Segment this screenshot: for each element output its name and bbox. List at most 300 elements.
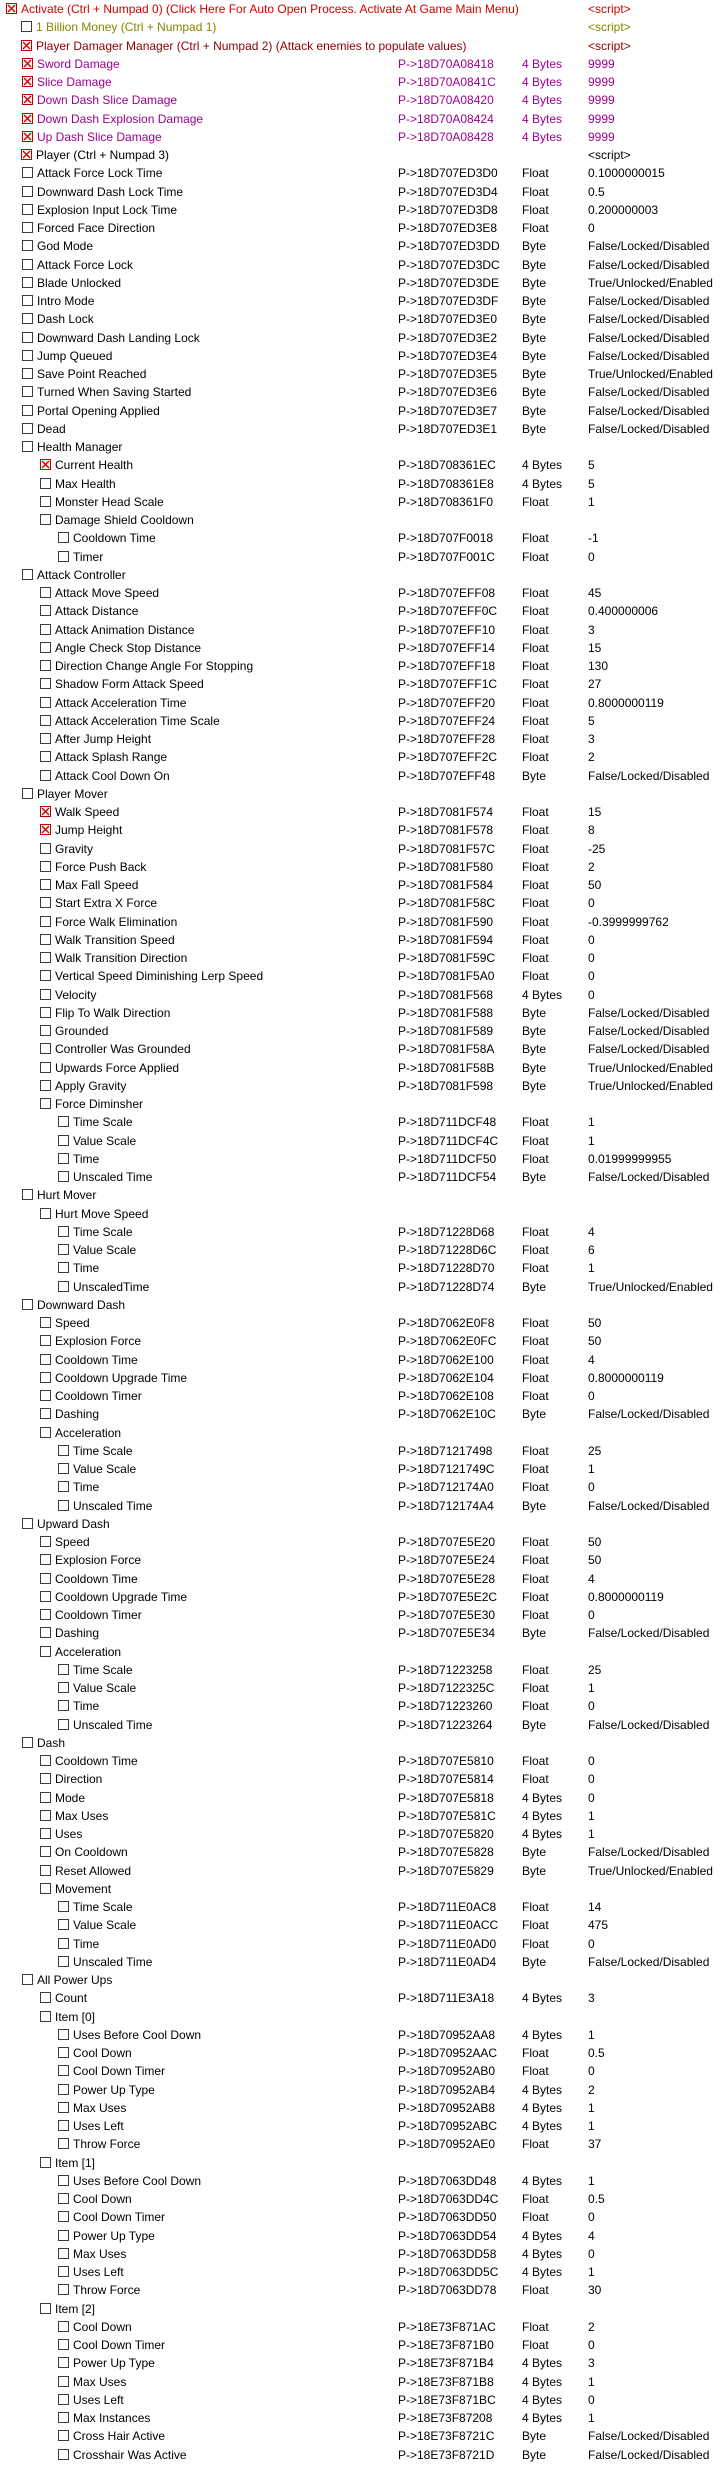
active-checkbox[interactable] bbox=[22, 295, 33, 306]
table-row[interactable] bbox=[0, 2427, 720, 2445]
entry-type[interactable]: 4 Bytes bbox=[522, 1991, 563, 2006]
entry-value[interactable]: 0 bbox=[588, 932, 595, 947]
table-row[interactable] bbox=[0, 1004, 720, 1022]
entry-value[interactable]: 2 bbox=[588, 2082, 595, 2097]
entry-address[interactable]: P->18D71228D70 bbox=[398, 1261, 495, 1276]
table-row[interactable] bbox=[0, 1095, 720, 1113]
entry-address[interactable]: P->18D7081F58A bbox=[398, 1042, 495, 1057]
entry-address[interactable]: P->18E73F87208 bbox=[398, 2411, 493, 2425]
active-checkbox[interactable] bbox=[58, 2175, 69, 2186]
active-checkbox[interactable] bbox=[22, 240, 33, 251]
table-row[interactable] bbox=[0, 2354, 720, 2372]
entry-address[interactable]: P->18D707ED3DD bbox=[398, 239, 500, 254]
active-checkbox[interactable] bbox=[40, 1098, 51, 1109]
active-checkbox[interactable] bbox=[40, 970, 51, 981]
table-row[interactable] bbox=[0, 821, 720, 839]
entry-type[interactable]: Float bbox=[522, 2064, 549, 2079]
entry-type[interactable]: Float bbox=[522, 1443, 549, 1458]
table-row[interactable] bbox=[0, 201, 720, 219]
entry-address[interactable]: P->18D7081F588 bbox=[398, 1005, 494, 1020]
active-checkbox[interactable] bbox=[58, 1445, 69, 1456]
table-row[interactable] bbox=[0, 2336, 720, 2354]
active-checkbox[interactable] bbox=[58, 2248, 69, 2259]
table-row[interactable] bbox=[0, 2409, 720, 2427]
entry-value[interactable]: False/Locked/Disabled bbox=[588, 1005, 710, 1020]
table-row[interactable] bbox=[0, 237, 720, 255]
active-checkbox[interactable] bbox=[40, 1810, 51, 1821]
active-checkbox[interactable] bbox=[58, 1719, 69, 1730]
entry-type[interactable]: Float bbox=[522, 914, 549, 929]
entry-value[interactable]: 1 bbox=[588, 2411, 595, 2425]
entry-description[interactable]: Cooldown Time bbox=[55, 1352, 138, 1367]
entry-value[interactable]: 130 bbox=[588, 659, 609, 673]
entry-value[interactable]: False/Locked/Disabled bbox=[588, 2429, 710, 2444]
table-row[interactable] bbox=[0, 274, 720, 292]
entry-description[interactable]: Uses Left bbox=[73, 2119, 124, 2133]
entry-description[interactable]: Upward Dash bbox=[37, 1516, 110, 1531]
active-checkbox[interactable] bbox=[40, 1208, 51, 1219]
entry-value[interactable]: 0 bbox=[588, 987, 595, 1002]
table-row[interactable] bbox=[0, 1807, 720, 1825]
entry-type[interactable]: Float bbox=[522, 549, 549, 564]
entry-type[interactable]: 4 Bytes bbox=[522, 129, 563, 144]
active-checkbox[interactable] bbox=[58, 532, 69, 543]
entry-description[interactable]: Explosion Force bbox=[55, 1553, 142, 1568]
entry-address[interactable]: P->18D7063DD50 bbox=[398, 2210, 497, 2225]
entry-address[interactable]: P->18D707EFF48 bbox=[398, 768, 496, 783]
table-row[interactable] bbox=[0, 2446, 720, 2464]
table-row[interactable] bbox=[0, 949, 720, 967]
entry-value[interactable]: 0 bbox=[588, 1389, 595, 1403]
entry-type[interactable]: Float bbox=[522, 1772, 549, 1787]
table-row[interactable] bbox=[0, 529, 720, 547]
entry-type[interactable]: Byte bbox=[522, 768, 547, 783]
table-row[interactable] bbox=[0, 511, 720, 529]
entry-address[interactable]: P->18D707E5E30 bbox=[398, 1608, 496, 1622]
entry-value[interactable]: <script> bbox=[588, 148, 631, 162]
table-row[interactable] bbox=[0, 1205, 720, 1223]
entry-type[interactable]: Float bbox=[522, 1462, 549, 1476]
active-checkbox[interactable] bbox=[58, 2193, 69, 2204]
entry-address[interactable]: P->18D711E3A18 bbox=[398, 1991, 495, 2006]
entry-address[interactable]: P->18D707ED3DC bbox=[398, 257, 500, 272]
active-checkbox[interactable] bbox=[40, 1390, 51, 1401]
entry-address[interactable]: P->18D7081F589 bbox=[398, 1024, 494, 1038]
entry-type[interactable]: Float bbox=[522, 713, 549, 728]
active-checkbox[interactable] bbox=[40, 715, 51, 726]
entry-address[interactable]: P->18D707E5829 bbox=[398, 1863, 494, 1878]
entry-type[interactable]: Float bbox=[522, 2192, 549, 2206]
table-row[interactable] bbox=[0, 2117, 720, 2135]
entry-value[interactable]: False/Locked/Disabled bbox=[588, 1845, 710, 1860]
entry-description[interactable]: Speed bbox=[55, 1316, 90, 1330]
table-row[interactable] bbox=[0, 1241, 720, 1259]
entry-type[interactable]: Float bbox=[522, 202, 549, 217]
active-checkbox[interactable] bbox=[22, 1737, 33, 1748]
entry-description[interactable]: Timer bbox=[73, 549, 104, 564]
entry-description[interactable]: Time bbox=[73, 1699, 100, 1714]
entry-address[interactable]: P->18D71223264 bbox=[398, 1717, 493, 1732]
entry-type[interactable]: Float bbox=[522, 586, 549, 600]
table-row[interactable] bbox=[0, 566, 720, 584]
active-checkbox[interactable] bbox=[58, 2430, 69, 2441]
active-checkbox[interactable] bbox=[40, 1627, 51, 1638]
entry-value[interactable]: 6 bbox=[588, 1243, 595, 1257]
entry-address[interactable]: P->18D707ED3E8 bbox=[398, 221, 498, 235]
entry-value[interactable]: 1 bbox=[588, 1115, 595, 1130]
entry-address[interactable]: P->18D711DCF4C bbox=[398, 1133, 499, 1148]
entry-description[interactable]: Power Up Type bbox=[73, 2228, 155, 2243]
entry-value[interactable]: 2 bbox=[588, 859, 595, 874]
entry-description[interactable]: Player Damager Manager (Ctrl + Numpad 2) (Attack enemies to populate values) bbox=[36, 38, 467, 53]
entry-description[interactable]: Time bbox=[73, 1480, 100, 1495]
table-row[interactable] bbox=[0, 1935, 720, 1953]
active-checkbox[interactable] bbox=[22, 441, 33, 452]
table-row[interactable] bbox=[0, 767, 720, 785]
entry-value[interactable]: 1 bbox=[588, 1827, 595, 1841]
entry-description[interactable]: Attack Cool Down On bbox=[55, 768, 170, 783]
entry-description[interactable]: Explosion Input Lock Time bbox=[37, 202, 178, 217]
table-row[interactable] bbox=[0, 876, 720, 894]
entry-address[interactable]: P->18D707E5E24 bbox=[398, 1553, 496, 1568]
table-row[interactable] bbox=[0, 128, 720, 146]
entry-address[interactable]: P->18D707EFF18 bbox=[398, 659, 496, 673]
table-row[interactable] bbox=[0, 1825, 720, 1843]
active-checkbox[interactable] bbox=[58, 1463, 69, 1474]
table-row[interactable] bbox=[0, 2026, 720, 2044]
table-row[interactable] bbox=[0, 1040, 720, 1058]
table-row[interactable] bbox=[0, 1551, 720, 1569]
entry-value[interactable]: 1 bbox=[588, 2173, 595, 2188]
table-row[interactable] bbox=[0, 256, 720, 274]
entry-value[interactable]: True/Unlocked/Enabled bbox=[588, 367, 713, 381]
entry-address[interactable]: P->18D707E5E2C bbox=[398, 1589, 498, 1604]
entry-value[interactable]: 0 bbox=[588, 2064, 595, 2079]
entry-description[interactable]: Walk Transition Direction bbox=[55, 951, 188, 965]
active-checkbox[interactable] bbox=[22, 1974, 33, 1985]
entry-value[interactable]: False/Locked/Disabled bbox=[588, 1626, 710, 1641]
entry-description[interactable]: Max Instances bbox=[73, 2411, 151, 2425]
entry-value[interactable]: 0 bbox=[588, 1699, 595, 1714]
entry-value[interactable]: 50 bbox=[588, 1334, 602, 1349]
entry-description[interactable]: Attack Move Speed bbox=[55, 586, 160, 600]
active-checkbox[interactable] bbox=[22, 332, 33, 343]
table-row[interactable] bbox=[0, 840, 720, 858]
entry-value[interactable]: 1 bbox=[588, 1808, 595, 1823]
entry-address[interactable]: P->18D711E0AC8 bbox=[398, 1900, 497, 1914]
table-row[interactable] bbox=[0, 2008, 720, 2026]
table-row[interactable] bbox=[0, 1168, 720, 1186]
table-row[interactable] bbox=[0, 1752, 720, 1770]
entry-type[interactable]: 4 Bytes bbox=[522, 2173, 563, 2188]
entry-type[interactable]: 4 Bytes bbox=[522, 75, 563, 89]
entry-description[interactable]: Movement bbox=[55, 1881, 112, 1896]
table-row[interactable] bbox=[0, 931, 720, 949]
entry-type[interactable]: Float bbox=[522, 969, 549, 984]
table-row[interactable] bbox=[0, 55, 720, 73]
entry-address[interactable]: P->18D7063DD78 bbox=[398, 2283, 497, 2298]
entry-address[interactable]: P->18D70952AAC bbox=[398, 2046, 498, 2060]
table-row[interactable] bbox=[0, 1734, 720, 1752]
entry-address[interactable]: P->18D7081F568 bbox=[398, 987, 494, 1002]
active-checkbox[interactable] bbox=[22, 131, 33, 142]
entry-value[interactable]: False/Locked/Disabled bbox=[588, 1498, 710, 1513]
entry-type[interactable]: Float bbox=[522, 2137, 549, 2152]
active-checkbox[interactable] bbox=[22, 76, 33, 87]
table-row[interactable] bbox=[0, 73, 720, 91]
entry-address[interactable]: P->18D70952ABC bbox=[398, 2119, 498, 2133]
entry-type[interactable]: Byte bbox=[522, 294, 547, 308]
entry-type[interactable]: Float bbox=[522, 1243, 549, 1257]
entry-type[interactable]: 4 Bytes bbox=[522, 111, 563, 126]
entry-description[interactable]: Cool Down bbox=[73, 2192, 132, 2206]
table-row[interactable] bbox=[0, 475, 720, 493]
table-row[interactable] bbox=[0, 1077, 720, 1095]
entry-type[interactable]: Float bbox=[522, 878, 549, 892]
table-row[interactable] bbox=[0, 110, 720, 128]
entry-description[interactable]: Cool Down Timer bbox=[73, 2338, 166, 2352]
active-checkbox[interactable] bbox=[40, 697, 51, 708]
entry-address[interactable]: P->18D7063DD4C bbox=[398, 2192, 499, 2206]
table-row[interactable] bbox=[0, 2172, 720, 2190]
active-checkbox[interactable] bbox=[40, 1317, 51, 1328]
entry-type[interactable]: Float bbox=[522, 166, 549, 181]
entry-type[interactable]: Float bbox=[522, 2319, 549, 2334]
entry-address[interactable]: P->18D71228D6C bbox=[398, 1243, 497, 1257]
active-checkbox[interactable] bbox=[58, 1919, 69, 1930]
active-checkbox[interactable] bbox=[22, 58, 33, 69]
active-checkbox[interactable] bbox=[58, 2047, 69, 2058]
entry-description[interactable]: Cool Down Timer bbox=[73, 2210, 166, 2225]
active-checkbox[interactable] bbox=[40, 678, 51, 689]
entry-value[interactable]: 15 bbox=[588, 640, 602, 655]
entry-type[interactable]: Float bbox=[522, 1352, 549, 1367]
active-checkbox[interactable] bbox=[22, 259, 33, 270]
entry-address[interactable]: P->18E73F871BC bbox=[398, 2392, 496, 2407]
entry-value[interactable]: False/Locked/Disabled bbox=[588, 385, 710, 400]
active-checkbox[interactable] bbox=[58, 2412, 69, 2423]
entry-value[interactable]: 0.5 bbox=[588, 2192, 605, 2206]
entry-value[interactable]: 3 bbox=[588, 732, 595, 746]
active-checkbox[interactable] bbox=[22, 313, 33, 324]
entry-type[interactable]: Byte bbox=[522, 239, 547, 254]
entry-type[interactable]: Byte bbox=[522, 1170, 547, 1184]
active-checkbox[interactable] bbox=[40, 843, 51, 854]
entry-value[interactable]: 1 bbox=[588, 2265, 595, 2279]
entry-description[interactable]: Time Scale bbox=[73, 1900, 133, 1914]
entry-value[interactable]: 0 bbox=[588, 1754, 595, 1768]
entry-description[interactable]: Value Scale bbox=[73, 1918, 137, 1933]
table-row[interactable] bbox=[0, 748, 720, 766]
table-row[interactable] bbox=[0, 1953, 720, 1971]
table-row[interactable] bbox=[0, 1405, 720, 1423]
entry-description[interactable]: Max Uses bbox=[73, 2374, 127, 2389]
table-row[interactable] bbox=[0, 2373, 720, 2391]
active-checkbox[interactable] bbox=[22, 423, 33, 434]
active-checkbox[interactable] bbox=[40, 1062, 51, 1073]
entry-description[interactable]: Player (Ctrl + Numpad 3) bbox=[36, 148, 170, 162]
entry-value[interactable]: 0.8000000119 bbox=[588, 695, 664, 710]
entry-description[interactable]: Vertical Speed Diminishing Lerp Speed bbox=[55, 969, 264, 984]
entry-type[interactable]: 4 Bytes bbox=[522, 1827, 563, 1841]
active-checkbox[interactable] bbox=[21, 40, 32, 51]
entry-value[interactable]: 50 bbox=[588, 1553, 602, 1568]
entry-address[interactable]: P->18D711DCF54 bbox=[398, 1170, 497, 1184]
entry-address[interactable]: P->18D70952AB4 bbox=[398, 2082, 496, 2097]
entry-description[interactable]: Cool Down bbox=[73, 2046, 132, 2060]
table-row[interactable] bbox=[0, 1424, 720, 1442]
entry-description[interactable]: Activate (Ctrl + Numpad 0) (Click Here For Auto Open Process. Activate At Game Main Menu) bbox=[21, 2, 519, 16]
table-row[interactable] bbox=[0, 803, 720, 821]
entry-value[interactable]: 0 bbox=[588, 1772, 595, 1787]
entry-type[interactable]: Byte bbox=[522, 1024, 547, 1038]
table-row[interactable] bbox=[0, 1898, 720, 1916]
table-row[interactable] bbox=[0, 329, 720, 347]
entry-address[interactable]: P->18E73F8721C bbox=[398, 2429, 495, 2444]
entry-value[interactable]: 0 bbox=[588, 1480, 595, 1495]
table-row[interactable] bbox=[0, 1223, 720, 1241]
entry-description[interactable]: Max Uses bbox=[73, 2246, 127, 2261]
entry-description[interactable]: Uses Left bbox=[73, 2265, 124, 2279]
table-row[interactable] bbox=[0, 2245, 720, 2263]
active-checkbox[interactable] bbox=[22, 1299, 33, 1310]
entry-description[interactable]: Jump Height bbox=[55, 823, 123, 838]
table-row[interactable] bbox=[0, 1186, 720, 1204]
entry-value[interactable]: 5 bbox=[588, 713, 595, 728]
entry-address[interactable]: P->18D7062E0F8 bbox=[398, 1316, 495, 1330]
table-row[interactable] bbox=[0, 493, 720, 511]
entry-value[interactable]: 0.01999999955 bbox=[588, 1151, 672, 1166]
table-row[interactable] bbox=[0, 1497, 720, 1515]
entry-description[interactable]: On Cooldown bbox=[55, 1845, 128, 1860]
active-checkbox[interactable] bbox=[40, 2011, 51, 2022]
entry-description[interactable]: Unscaled Time bbox=[73, 1717, 153, 1732]
entry-value[interactable]: 0.200000003 bbox=[588, 202, 659, 217]
active-checkbox[interactable] bbox=[58, 2065, 69, 2076]
entry-description[interactable]: Cool Down Timer bbox=[73, 2064, 166, 2079]
entry-address[interactable]: P->18D7081F580 bbox=[398, 859, 494, 874]
entry-type[interactable]: Byte bbox=[522, 330, 547, 345]
entry-value[interactable]: False/Locked/Disabled bbox=[588, 257, 710, 272]
table-row[interactable] bbox=[0, 1661, 720, 1679]
entry-address[interactable]: P->18D7081F5A0 bbox=[398, 969, 495, 984]
entry-value[interactable]: <script> bbox=[588, 38, 631, 53]
active-checkbox[interactable] bbox=[40, 824, 51, 835]
entry-description[interactable]: Cooldown Time bbox=[55, 1571, 138, 1586]
entry-address[interactable]: P->18D70952AA8 bbox=[398, 2027, 496, 2042]
entry-description[interactable]: Shadow Form Attack Speed bbox=[55, 677, 204, 692]
active-checkbox[interactable] bbox=[40, 1372, 51, 1383]
entry-description[interactable]: Player Mover bbox=[37, 786, 108, 801]
entry-value[interactable]: 0 bbox=[588, 549, 595, 564]
entry-description[interactable]: 1 Billion Money (Ctrl + Numpad 1) bbox=[36, 20, 217, 35]
entry-address[interactable]: P->18D7121749C bbox=[398, 1462, 495, 1476]
table-row[interactable] bbox=[0, 894, 720, 912]
active-checkbox[interactable] bbox=[22, 186, 33, 197]
table-row[interactable] bbox=[0, 548, 720, 566]
entry-address[interactable]: P->18D7081F574 bbox=[398, 805, 494, 819]
entry-address[interactable]: P->18D7081F598 bbox=[398, 1078, 494, 1093]
active-checkbox[interactable] bbox=[40, 1591, 51, 1602]
entry-value[interactable]: 0 bbox=[588, 1790, 595, 1805]
entry-address[interactable]: P->18D707E5814 bbox=[398, 1772, 494, 1787]
active-checkbox[interactable] bbox=[58, 1901, 69, 1912]
entry-type[interactable]: Byte bbox=[522, 1078, 547, 1093]
table-row[interactable] bbox=[0, 438, 720, 456]
entry-address[interactable]: P->18D708361E8 bbox=[398, 476, 494, 491]
table-row[interactable] bbox=[0, 219, 720, 237]
entry-type[interactable]: Float bbox=[522, 1133, 549, 1148]
table-row[interactable] bbox=[0, 347, 720, 365]
active-checkbox[interactable] bbox=[40, 989, 51, 1000]
entry-description[interactable]: Grounded bbox=[55, 1024, 109, 1038]
entry-value[interactable]: False/Locked/Disabled bbox=[588, 768, 710, 783]
active-checkbox[interactable] bbox=[40, 806, 51, 817]
entry-value[interactable]: 1 bbox=[588, 2119, 595, 2133]
active-checkbox[interactable] bbox=[40, 514, 51, 525]
entry-address[interactable]: P->18D7063DD58 bbox=[398, 2246, 497, 2261]
active-checkbox[interactable] bbox=[40, 733, 51, 744]
entry-value[interactable]: 3 bbox=[588, 622, 595, 637]
entry-type[interactable]: Byte bbox=[522, 385, 547, 400]
table-row[interactable] bbox=[0, 1296, 720, 1314]
entry-value[interactable]: 3 bbox=[588, 2356, 595, 2371]
entry-description[interactable]: Value Scale bbox=[73, 1681, 137, 1695]
entry-type[interactable]: Float bbox=[522, 1608, 549, 1622]
entry-description[interactable]: Time Scale bbox=[73, 1224, 133, 1239]
active-checkbox[interactable] bbox=[40, 605, 51, 616]
entry-description[interactable]: Reset Allowed bbox=[55, 1863, 132, 1878]
entry-value[interactable]: 5 bbox=[588, 476, 595, 491]
entry-description[interactable]: Max Fall Speed bbox=[55, 878, 139, 892]
entry-value[interactable]: False/Locked/Disabled bbox=[588, 1407, 710, 1422]
entry-address[interactable]: P->18D7081F578 bbox=[398, 823, 494, 838]
active-checkbox[interactable] bbox=[58, 1664, 69, 1675]
entry-type[interactable]: Byte bbox=[522, 1626, 547, 1641]
entry-description[interactable]: Time bbox=[73, 1261, 100, 1276]
entry-description[interactable]: Walk Speed bbox=[55, 805, 120, 819]
entry-type[interactable]: Float bbox=[522, 2046, 549, 2060]
active-checkbox[interactable] bbox=[58, 2339, 69, 2350]
entry-description[interactable]: Start Extra X Force bbox=[55, 896, 158, 911]
active-checkbox[interactable] bbox=[40, 1573, 51, 1584]
entry-description[interactable]: Uses Before Cool Down bbox=[73, 2027, 202, 2042]
entry-type[interactable]: 4 Bytes bbox=[522, 476, 563, 491]
entry-description[interactable]: Value Scale bbox=[73, 1243, 137, 1257]
entry-type[interactable]: Float bbox=[522, 1900, 549, 1914]
entry-value[interactable]: 25 bbox=[588, 1662, 602, 1677]
entry-value[interactable]: 1 bbox=[588, 2100, 595, 2115]
entry-type[interactable]: Byte bbox=[522, 275, 547, 290]
entry-type[interactable]: Float bbox=[522, 932, 549, 947]
entry-type[interactable]: 4 Bytes bbox=[522, 2228, 563, 2243]
entry-value[interactable]: 9999 bbox=[588, 75, 615, 89]
entry-value[interactable]: False/Locked/Disabled bbox=[588, 1170, 710, 1184]
entry-description[interactable]: Hurt Mover bbox=[37, 1188, 97, 1203]
entry-address[interactable]: P->18D707EFF1C bbox=[398, 677, 498, 692]
active-checkbox[interactable] bbox=[40, 934, 51, 945]
table-row[interactable] bbox=[0, 1478, 720, 1496]
entry-address[interactable]: P->18D71228D68 bbox=[398, 1224, 495, 1239]
entry-description[interactable]: Force Diminsher bbox=[55, 1097, 144, 1111]
entry-description[interactable]: Current Health bbox=[55, 458, 134, 473]
entry-value[interactable]: 37 bbox=[588, 2137, 602, 2152]
table-row[interactable] bbox=[0, 2391, 720, 2409]
entry-description[interactable]: Attack Force Lock bbox=[37, 257, 134, 272]
entry-type[interactable]: Float bbox=[522, 695, 549, 710]
entry-address[interactable]: P->18D71228D74 bbox=[398, 1279, 495, 1294]
entry-type[interactable]: Float bbox=[522, 1571, 549, 1586]
